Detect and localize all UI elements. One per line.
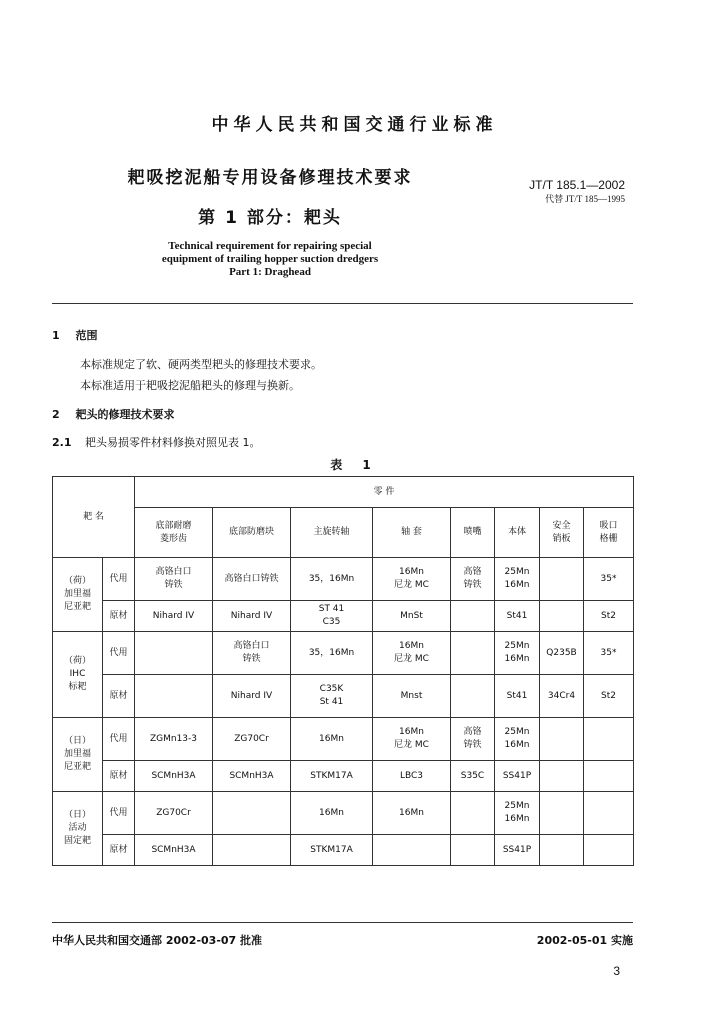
table-cell [584, 718, 634, 761]
table-cell [584, 835, 634, 866]
table-cell [584, 792, 634, 835]
table-cell: 高铬白口铸铁 [213, 558, 291, 601]
section-2-1-number: 2.1 [52, 436, 72, 449]
table-cell: ZG70Cr [135, 792, 213, 835]
title-en-line-3: Part 1: Draghead [229, 266, 311, 278]
header-harrow-name: 耙 名 [53, 477, 135, 558]
table-cell: 16Mn 尼龙 MC [373, 558, 451, 601]
table-cell: C35K St 41 [291, 675, 373, 718]
row-type-orig: 原材 [103, 835, 135, 866]
table-cell: 25Mn 16Mn [495, 718, 540, 761]
header-col: 底部防磨块 [213, 508, 291, 558]
table-cell: SCMnH3A [135, 835, 213, 866]
group-name: （日） 加里福 尼亚耙 [53, 718, 103, 792]
table-cell: 16Mn [291, 718, 373, 761]
table-cell: Nihard IV [135, 601, 213, 632]
title-en-line-1: Technical requirement for repairing special [168, 240, 372, 252]
section-1-number: 1 [52, 329, 60, 342]
section-2-title: 耙头的修理技术要求 [75, 408, 175, 421]
group-name: （荷） 加里福 尼亚耙 [53, 558, 103, 632]
table-cell [540, 558, 584, 601]
table-cell: St2 [584, 601, 634, 632]
table-cell: 16Mn [373, 792, 451, 835]
table-cell [540, 835, 584, 866]
standard-body-heading: 中华人民共和国交通行业标准 [211, 115, 498, 135]
table-cell: SS41P [495, 835, 540, 866]
table-cell: 35，16Mn [291, 558, 373, 601]
table-cell [451, 601, 495, 632]
row-type-orig: 原材 [103, 675, 135, 718]
table-cell: 16Mn 尼龙 MC [373, 632, 451, 675]
table-cell: 16Mn 尼龙 MC [373, 718, 451, 761]
table-cell: St41 [495, 675, 540, 718]
table-cell: MnSt [373, 601, 451, 632]
table-cell [540, 601, 584, 632]
section-2-number: 2 [52, 408, 60, 421]
header-col: 本体 [495, 508, 540, 558]
table-cell: 25Mn 16Mn [495, 792, 540, 835]
header-divider [52, 303, 633, 304]
table-cell: Q235B [540, 632, 584, 675]
standard-replaces: 代替 JT/T 185—1995 [545, 194, 625, 204]
table-cell [584, 761, 634, 792]
group-name: （日） 活动 固定耙 [53, 792, 103, 866]
table-cell [135, 632, 213, 675]
table-cell [451, 675, 495, 718]
table-caption: 表 1 [330, 458, 379, 472]
table-cell: 35，16Mn [291, 632, 373, 675]
table-cell: 35* [584, 558, 634, 601]
section-2-1-heading [52, 434, 261, 450]
page-number: 3 [613, 964, 620, 978]
table-cell: St41 [495, 601, 540, 632]
parts-material-table [52, 476, 634, 866]
table-cell: 34Cr4 [540, 675, 584, 718]
table-cell: 高铬 铸铁 [451, 718, 495, 761]
group-name: （荷） IHC 标耙 [53, 632, 103, 718]
row-type-sub: 代用 [103, 792, 135, 835]
effective-date: 2002-05-01 实施 [536, 934, 633, 947]
table-cell: 25Mn 16Mn [495, 632, 540, 675]
header-col: 喷嘴 [451, 508, 495, 558]
table-cell: Mnst [373, 675, 451, 718]
table-cell: S35C [451, 761, 495, 792]
row-type-sub: 代用 [103, 718, 135, 761]
row-type-orig: 原材 [103, 761, 135, 792]
table-cell: SS41P [495, 761, 540, 792]
table-cell: 25Mn 16Mn [495, 558, 540, 601]
table-cell [213, 792, 291, 835]
title-en-line-2: equipment of trailing hopper suction dredgers [161, 253, 379, 265]
table-cell [213, 835, 291, 866]
document-part-cn: 第 1 部分：耙头 [198, 208, 342, 228]
table-cell [451, 632, 495, 675]
table-cell [540, 792, 584, 835]
header-col: 轴 套 [373, 508, 451, 558]
table-cell: LBC3 [373, 761, 451, 792]
approval-line: 中华人民共和国交通部 2002-03-07 批准 [52, 934, 263, 947]
table-cell: 16Mn [291, 792, 373, 835]
header-col: 安全 销板 [540, 508, 584, 558]
table-cell: ST 41 C35 [291, 601, 373, 632]
section-2-1-text: 耙头易损零件材料修换对照见表 1。 [85, 436, 261, 449]
table-cell: STKM17A [291, 761, 373, 792]
header-col: 主旋转轴 [291, 508, 373, 558]
document-title-en [60, 240, 480, 279]
row-type-sub: 代用 [103, 632, 135, 675]
table-cell: 高铬 铸铁 [451, 558, 495, 601]
header-parts: 零 件 [135, 477, 634, 508]
table-cell: St2 [584, 675, 634, 718]
table-cell: STKM17A [291, 835, 373, 866]
table-cell [540, 761, 584, 792]
table-cell: 35* [584, 632, 634, 675]
table-cell: 高铬白口 铸铁 [135, 558, 213, 601]
table-cell [135, 675, 213, 718]
header-col: 底部耐磨 菱形齿 [135, 508, 213, 558]
row-type-sub: 代用 [103, 558, 135, 601]
section-1-title: 范围 [75, 329, 98, 342]
table-cell: ZGMn13-3 [135, 718, 213, 761]
footer-divider [52, 922, 633, 923]
table-cell [373, 835, 451, 866]
table-cell: 高铬白口 铸铁 [213, 632, 291, 675]
section-1-paragraph-1: 本标准规定了软、硬两类型耙头的修理技术要求。 [80, 358, 322, 371]
table-cell [540, 718, 584, 761]
header-col: 吸口 格栅 [584, 508, 634, 558]
standard-code: JT/T 185.1—2002 [529, 178, 625, 192]
row-type-orig: 原材 [103, 601, 135, 632]
table-cell: SCMnH3A [135, 761, 213, 792]
table-cell [451, 792, 495, 835]
section-1-heading [52, 327, 98, 343]
document-title-cn: 耙吸挖泥船专用设备修理技术要求 [127, 168, 413, 188]
table-cell [451, 835, 495, 866]
section-2-heading [52, 406, 175, 422]
table-cell: SCMnH3A [213, 761, 291, 792]
table-cell: Nihard IV [213, 601, 291, 632]
table-cell: ZG70Cr [213, 718, 291, 761]
section-1-paragraph-2: 本标准适用于耙吸挖泥船耙头的修理与换新。 [80, 379, 300, 392]
table-cell: Nihard IV [213, 675, 291, 718]
